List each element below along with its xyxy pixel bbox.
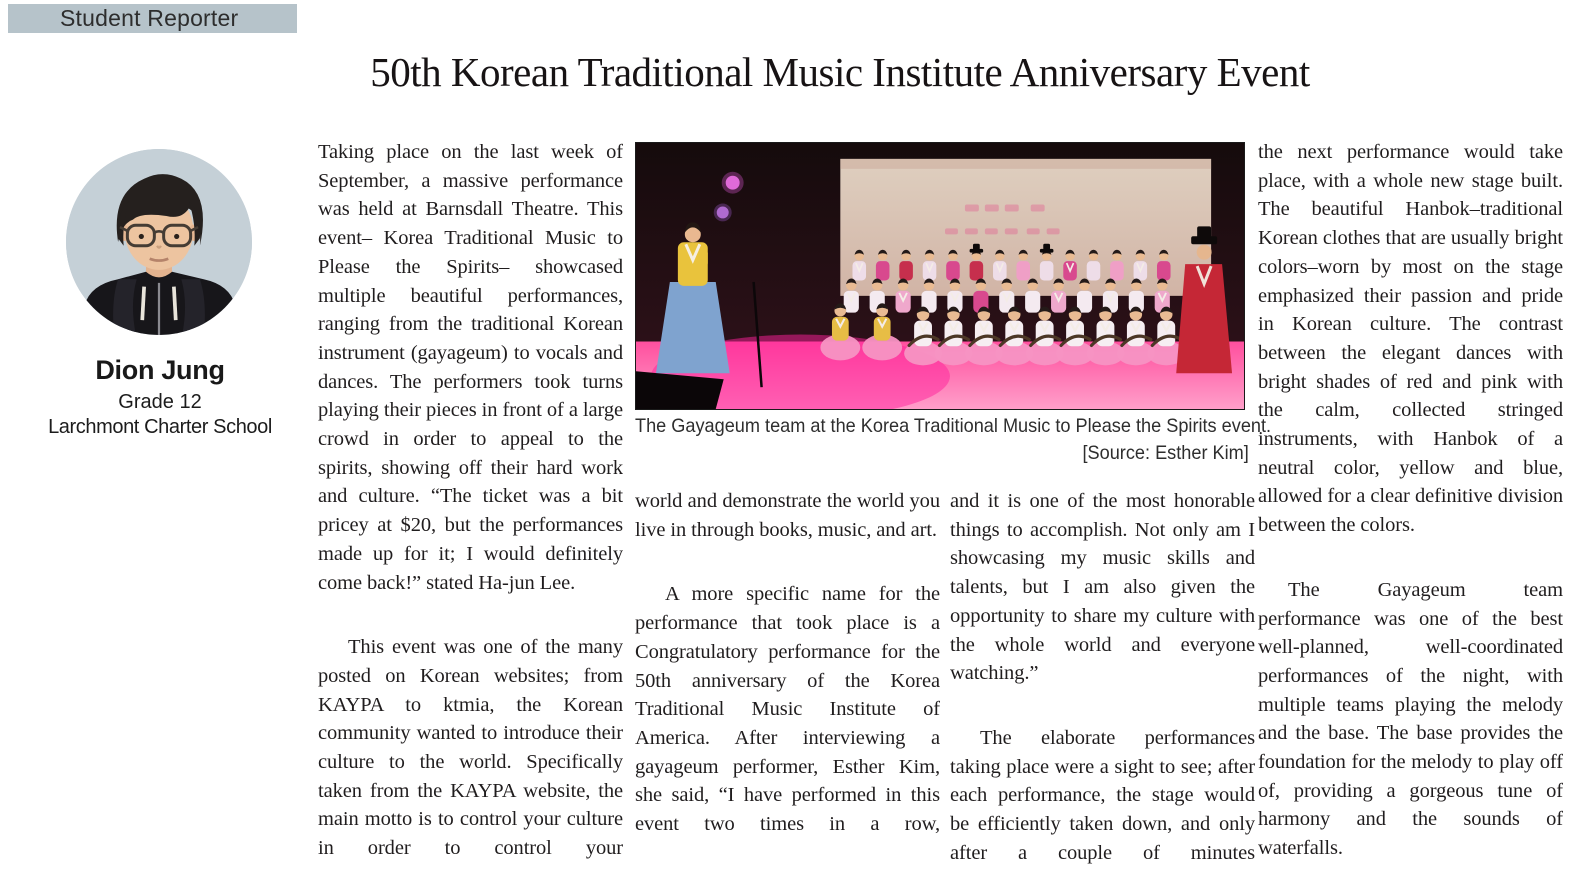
paragraph: A more specific name for the performance that took place is a Congratulatory performance for the 50th anniversary of the Korea Traditional Music Institute of America. After interviewing a gayageum performer, Esther Kim, she said, “I have performed in this event two times in a row, <box>635 583 940 836</box>
section-kicker-band <box>8 4 297 33</box>
author-portrait-illustration <box>66 149 252 335</box>
paragraph: This event was one of the many posted on Korean websites; from KAYPA to ktmia, the Korean community wanted to introduce their culture to the world. Specifically taken from the KAYPA website, the main motto is to control your culture in order to control your <box>318 636 623 860</box>
author-grade: Grade 12 <box>118 391 202 413</box>
paragraph: Taking place on the last week of September, a massive performance was held at Barnsdall Theatre. This event– Korea Traditional Music to Please the Spirits– showcased multiple beautiful performances, ranging from the traditional Korean instrument (gayageum) to vocals and dances. The performers took turns playing their pieces in front of a large crowd in order to appeal to the spirits, showing off their hard work and culture. “The ticket was a bit pricey at $20, but the performances made up for it; I would definitely come back!” stated Ha-jun Lee. <box>318 141 623 594</box>
photo-caption: The Gayageum team at the Korea Traditional Music to Please the Spirits event. <box>635 415 1272 437</box>
section-kicker-label: Student Reporter <box>60 5 239 31</box>
stage-photo-illustration <box>636 143 1244 409</box>
photo-credit: [Source: Esther Kim] <box>1082 442 1249 464</box>
article-title: 50th Korean Traditional Music Institute Anniversary Event <box>370 49 1310 95</box>
article-column-2 <box>635 487 940 875</box>
paragraph: The Gayageum team performance was one of the best well-planned, well-coordinated performances of the night, with multiple teams playing the melody and the base. The base provides the foundation for the melody to play off of, providing a gorgeous tune of harmony and the sounds of waterfalls. <box>1258 578 1563 860</box>
stage-photo <box>635 142 1245 410</box>
author-avatar <box>66 149 252 335</box>
paragraph: and it is one of the most honorable things to accomplish. Not only am I showcasing my music skills and talents, but I am also given the opportunity to share my culture with the whole world and everyone watching.” <box>950 490 1255 685</box>
article-column-4 <box>1258 138 1563 875</box>
article-column-3 <box>950 487 1255 875</box>
photo-caption-block <box>635 413 1272 467</box>
paragraph: The elaborate performances taking place were a sight to see; after each performance, the stage would be efficiently taken down, and only after a couple of minutes <box>950 726 1255 864</box>
author-name: Dion Jung <box>95 355 225 385</box>
paragraph: world and demonstrate the world you live in through books, music, and art. <box>635 490 940 541</box>
paragraph: the next performance would take place, with a whole new stage built. The beautiful Hanbok–traditional Korean clothes that are usually bright colors–worn by most on the stage emphasized their passion and pride in Korean culture. The contrast between the elegant dances with bright shades of red and pink with the calm, collected stringed instruments, with Hanbok of a neutral color, yellow and blue, allowed for a clear definitive division between the colors. <box>1258 141 1563 537</box>
article-column-1 <box>318 138 623 875</box>
author-school: Larchmont Charter School <box>48 416 272 438</box>
